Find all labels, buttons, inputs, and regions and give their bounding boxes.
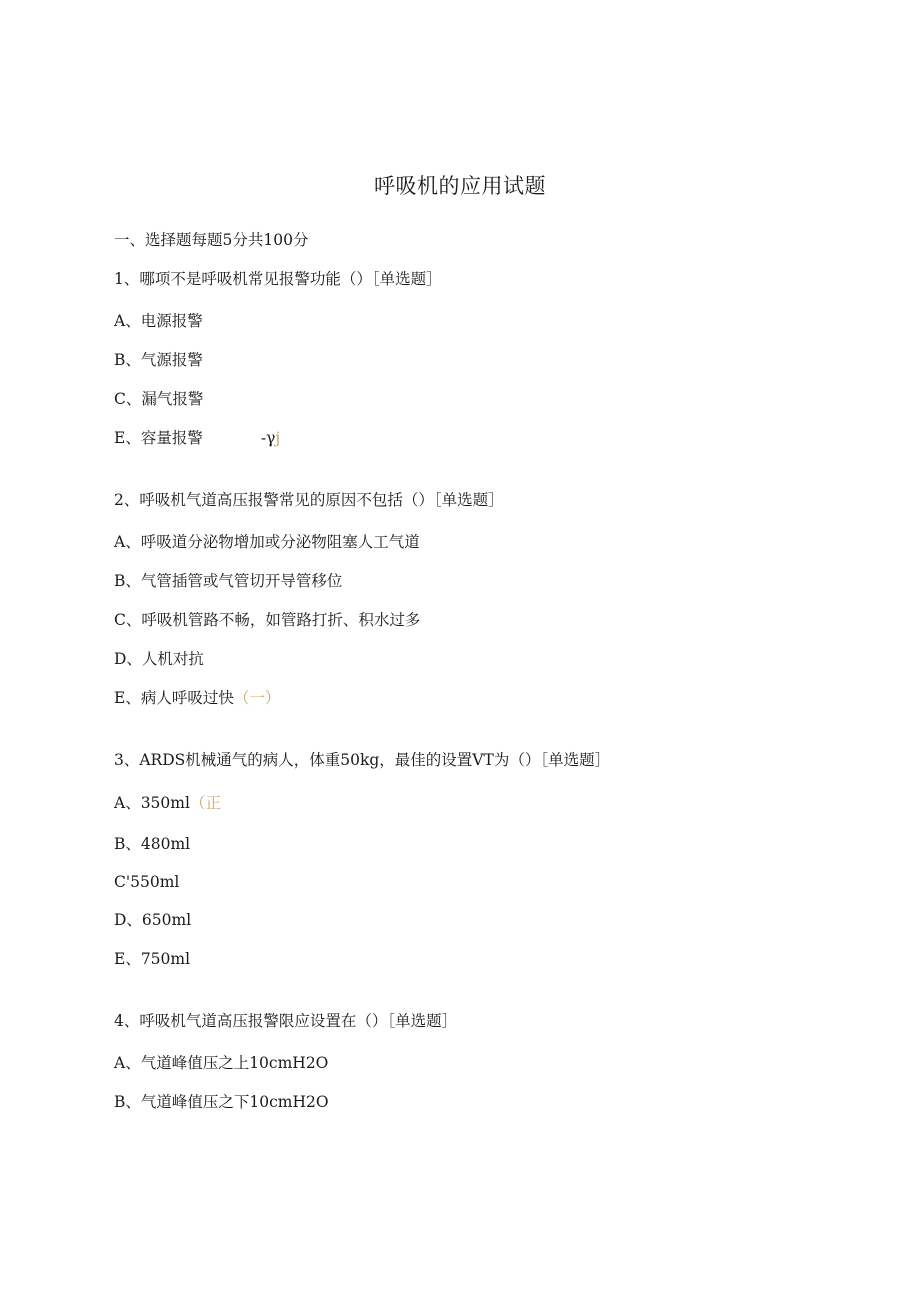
- answer-mark: （正: [189, 794, 221, 812]
- question-3-option-d: D、650ml: [114, 911, 192, 929]
- question-1-option-b: B、气源报警: [114, 351, 203, 369]
- question-2-option-c: C、呼吸机管路不畅，如管路打折、积水过多: [114, 611, 421, 629]
- option-text: E、容量报警: [114, 429, 203, 447]
- question-1-stem: 1、哪项不是呼吸机常见报警功能（）［单选题］: [114, 270, 442, 288]
- question-4-option-b: B、气道峰值压之下10cmH2O: [114, 1093, 329, 1111]
- question-2-option-a: A、呼吸道分泌物增加或分泌物阻塞人工气道: [114, 533, 420, 551]
- answer-mark: （一）: [233, 689, 281, 707]
- question-1-option-e: [114, 428, 280, 448]
- section-heading: 一、选择题每题5分共100分: [114, 231, 309, 249]
- question-2-stem: 2、呼吸机气道高压报警常见的原因不包括（）［单选题］: [114, 491, 504, 509]
- question-3-option-c: C'550ml: [114, 873, 180, 891]
- document-title: 呼吸机的应用试题: [374, 174, 546, 198]
- question-2-option-b: B、气管插管或气管切开导管移位: [114, 572, 343, 590]
- question-3-stem: 3、ARDS机械通气的病人，体重50kg，最佳的设置VT为（）［单选题］: [114, 751, 611, 769]
- question-1-option-c: C、漏气报警: [114, 390, 204, 408]
- question-1-option-a: A、电源报警: [114, 312, 203, 330]
- answer-mark-prefix: -γ: [260, 429, 276, 447]
- question-4-option-a: A、气道峰值压之上10cmH2O: [114, 1054, 329, 1072]
- question-2-option-e: [114, 688, 280, 708]
- answer-mark: j: [275, 429, 281, 447]
- option-text: E、病人呼吸过快: [114, 689, 234, 707]
- question-3-option-b: B、480ml: [114, 835, 191, 853]
- question-4-stem: 4、呼吸机气道高压报警限应设置在（）［单选题］: [114, 1012, 458, 1030]
- question-3-option-a: [114, 793, 221, 813]
- question-3-option-e: E、750ml: [114, 950, 191, 968]
- option-text: A、350ml: [114, 794, 190, 812]
- question-2-option-d: D、人机对抗: [114, 650, 204, 668]
